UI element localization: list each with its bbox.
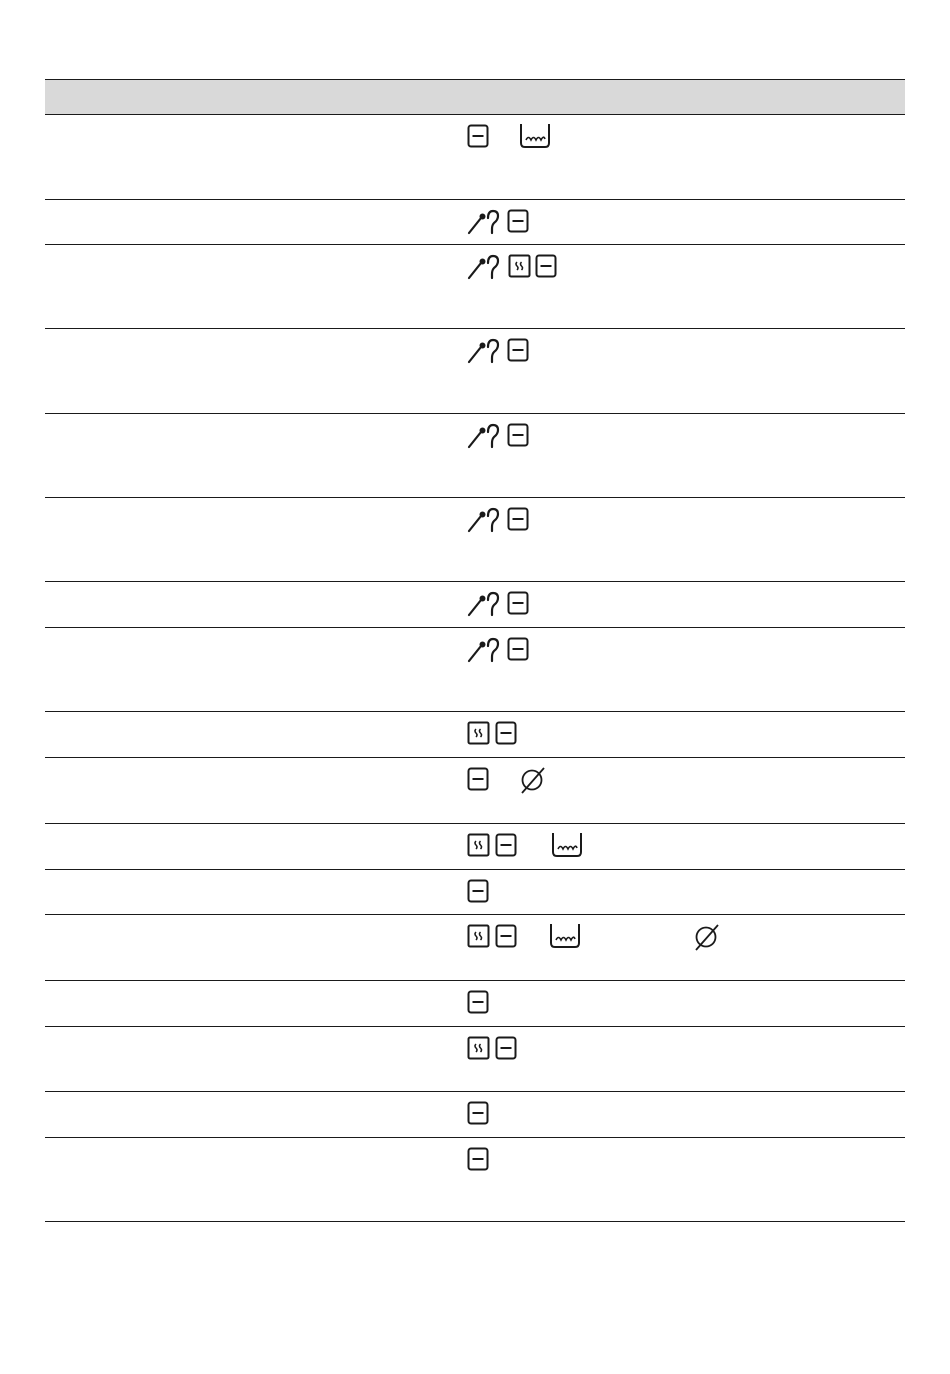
table-row [45,712,905,758]
panel-icon [467,767,489,791]
table-row [45,1138,905,1222]
panel-icon [535,254,557,278]
row-label [45,1092,420,1137]
row-label [45,981,420,1026]
row-label [45,870,420,914]
water-tray-icon [551,832,583,858]
row-label [45,329,420,413]
row-label [45,245,420,328]
symbol-table [45,79,905,1222]
row-label [45,200,420,244]
table-row [45,329,905,414]
probe-icon [467,507,501,533]
probe-icon [467,254,501,280]
panel-icon [467,1147,489,1171]
panel-icon [495,833,517,857]
row-label [45,915,420,980]
water-tray-icon [549,923,581,949]
row-label [45,498,420,581]
panel-icon [507,507,529,531]
table-row [45,628,905,712]
water-tray-icon [519,123,551,149]
row-label [45,1138,420,1221]
probe-icon [467,591,501,617]
probe-icon [467,338,501,364]
panel-icon [507,591,529,615]
table-row [45,981,905,1027]
panel-icon [467,879,489,903]
row-label [45,414,420,497]
probe-icon [467,423,501,449]
table-row [45,870,905,915]
diameter-icon [519,767,547,795]
steam-icon [508,254,531,278]
table-row [45,915,905,981]
table-row [45,1027,905,1092]
row-label [45,115,420,199]
panel-icon [467,1101,489,1125]
panel-icon [507,338,529,362]
table-row [45,582,905,628]
panel-icon [467,990,489,1014]
row-label [45,758,420,823]
probe-icon [467,209,501,235]
steam-icon [467,833,490,857]
table-row [45,824,905,870]
table-body [45,115,905,1222]
steam-icon [467,924,490,948]
row-label [45,582,420,627]
table-row [45,1092,905,1138]
table-header [45,79,905,115]
table-row [45,758,905,824]
row-label [45,1027,420,1091]
table-row [45,414,905,498]
diameter-icon [693,924,721,952]
panel-icon [507,209,529,233]
probe-icon [467,637,501,663]
panel-icon [507,637,529,661]
panel-icon [495,1036,517,1060]
steam-icon [467,1036,490,1060]
row-label [45,712,420,757]
panel-icon [467,124,489,148]
table-row [45,245,905,329]
steam-icon [467,721,490,745]
panel-icon [495,924,517,948]
table-row [45,498,905,582]
row-label [45,824,420,869]
panel-icon [495,721,517,745]
table-row [45,200,905,245]
panel-icon [507,423,529,447]
table-row [45,115,905,200]
row-label [45,628,420,711]
